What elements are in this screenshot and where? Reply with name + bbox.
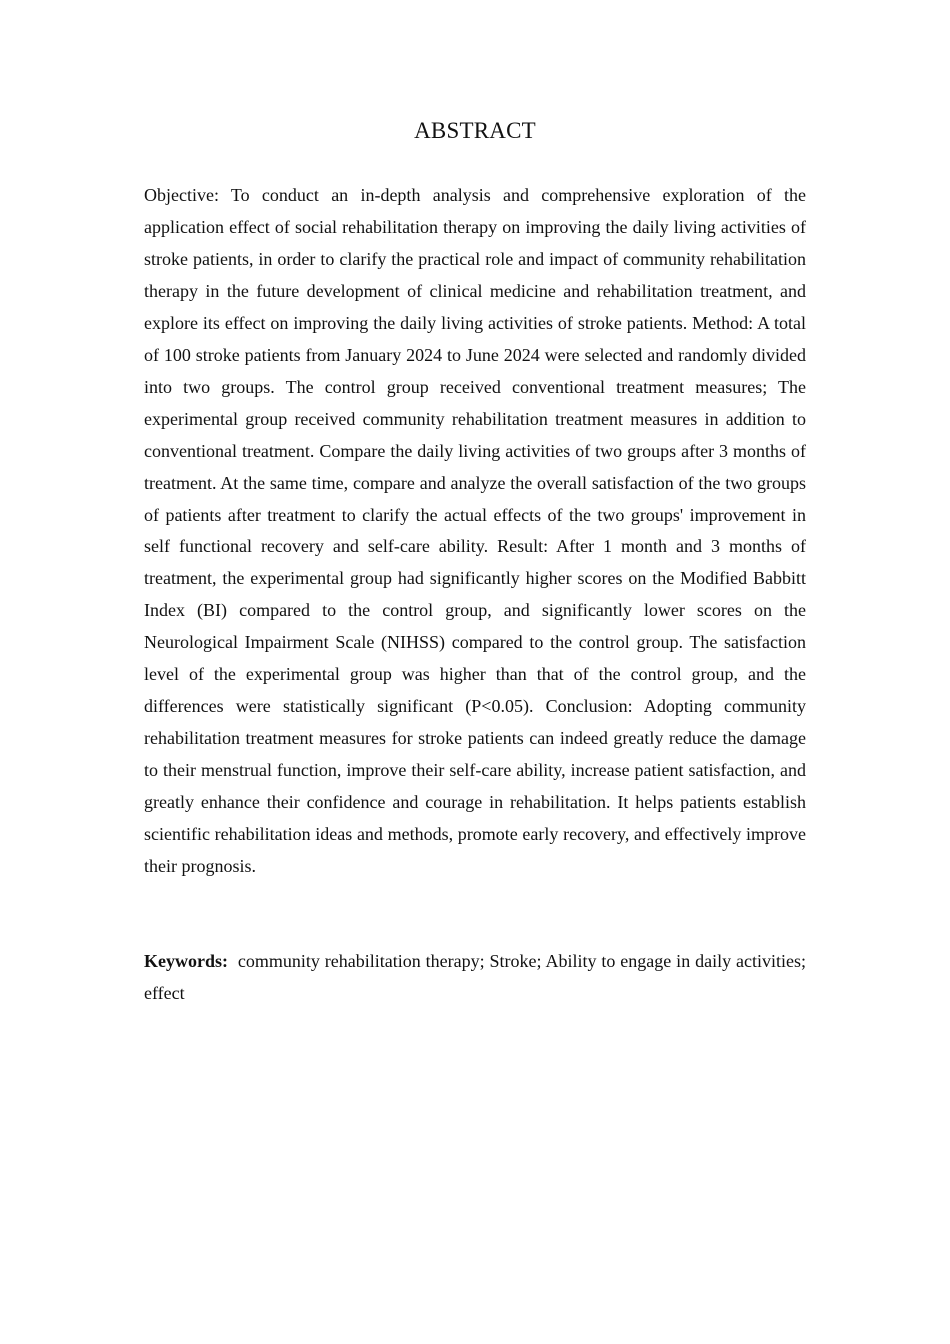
keywords-paragraph xyxy=(144,946,806,1010)
keywords-text: community rehabilitation therapy; Stroke; Ability to engage in daily activities; effect xyxy=(144,951,806,1003)
abstract-text: Objective: To conduct an in-depth analysis and comprehensive exploration of the application effect of social rehabilitation therapy on improving the daily living activities of stroke patients, in order to clarify the practical role and impact of community rehabilitation therapy in the future development of clinical medicine and rehabilitation treatment, and explore its effect on improving the daily living activities of stroke patients. Method: A total of 100 stroke patients from January 2024 to June 2024 were selected and randomly divided into two groups. The control group received conventional treatment measures; The experimental group received community rehabilitation treatment measures in addition to conventional treatment. Compare the daily living activities of two groups after 3 months of treatment. At the same time, compare and analyze the overall satisfaction of the two groups of patients after treatment to clarify the actual effects of the two groups' improvement in self functional recovery and self-care ability. Result: After 1 month and 3 months of treatment, the experimental group had significantly higher scores on the Modified Babbitt Index (BI) compared to the control group, and significantly lower scores on the Neurological Impairment Scale (NIHSS) compared to the control group. The satisfaction level of the experimental group was higher than that of the control group, and the differences were statistically significant (P<0.05). Conclusion: Adopting community rehabilitation treatment measures for stroke patients can indeed greatly reduce the damage to their menstrual function, improve their self-care ability, increase patient satisfaction, and greatly enhance their confidence and courage in rehabilitation. It helps patients establish scientific rehabilitation ideas and methods, promote early recovery, and effectively improve their prognosis. xyxy=(144,185,806,877)
abstract-title: ABSTRACT xyxy=(414,118,536,143)
keywords-label: Keywords: xyxy=(144,951,228,971)
